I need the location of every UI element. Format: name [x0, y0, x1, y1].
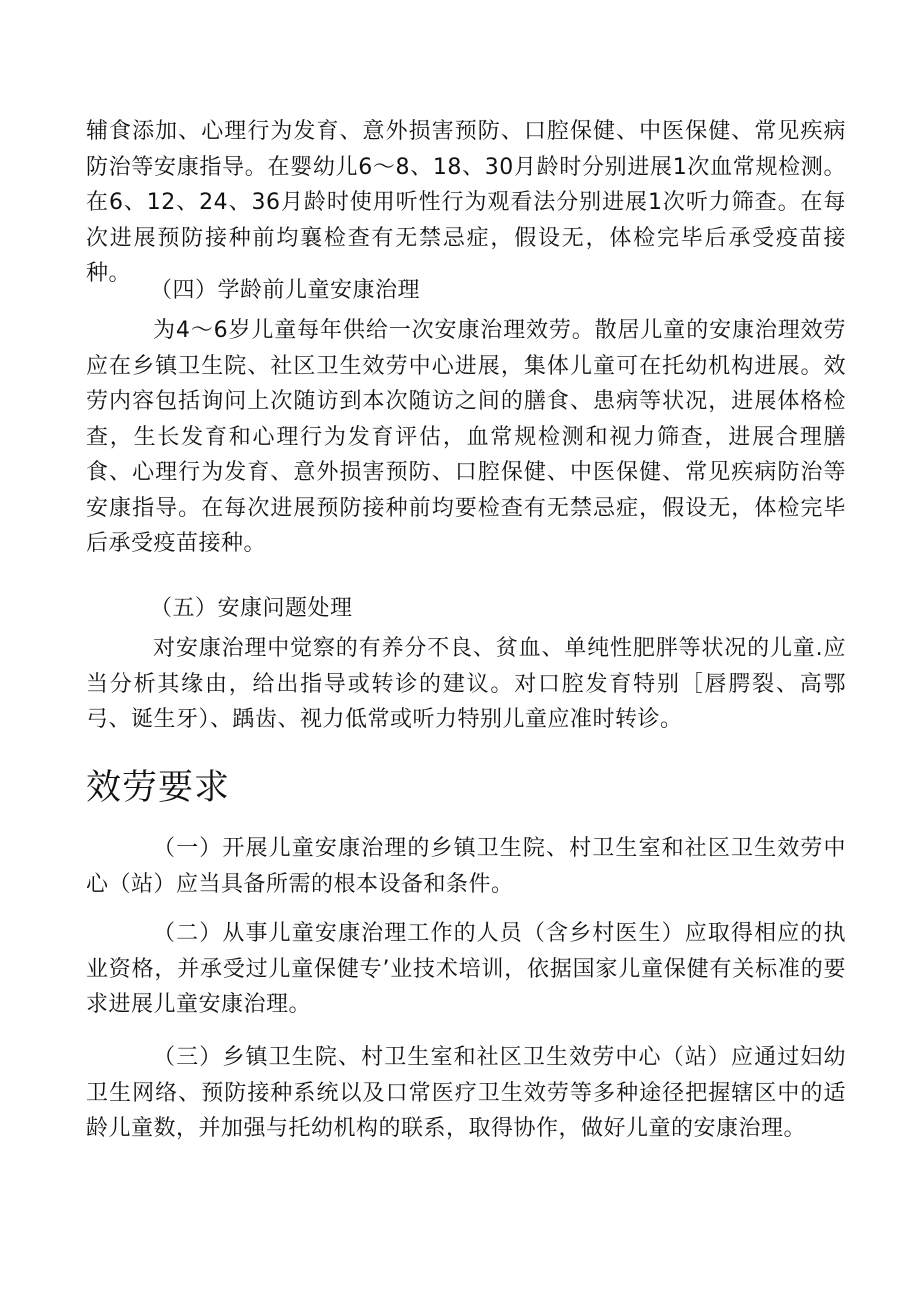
service-requirements-heading: 效劳要求 [86, 768, 231, 808]
section-heading-preschool: （四）学龄前儿童安康治理 [150, 278, 421, 303]
requirement-item-2: （二）从事儿童安康治理工作的人员（含乡村医生）应取得相应的执业资格，并承受过儿童保健专’业技术培训，依据国家儿童保健有关标准的要求进展儿童安康治理。 [86, 921, 846, 1017]
requirement-item-1: （一）开展儿童安康治理的乡镇卫生院、村卫生室和社区卫生效劳中心（站）应当具备所需的根本设备和条件。 [86, 836, 846, 897]
requirement-item-3: （三）乡镇卫生院、村卫生室和社区卫生效劳中心（站）应通过妇幼卫生网络、预防接种系统以及口常医疗卫生效劳等多种途径把握辖区中的适龄儿童数，并加强与托幼机构的联系，取得协作，做好儿童的安康治理。 [86, 1045, 846, 1141]
paragraph-problem-handling: 对安康治理中觉察的有养分不良、贫血、单纯性肥胖等状况的儿童.应当分析其缘由，给出指导或转诊的建议。对口腔发育特别［唇腭裂、高鄂弓、诞生牙）、踽齿、视力低常或听力特别儿童应准时转诊。 [86, 636, 846, 732]
section-heading-problem-handling: （五）安康问题处理 [150, 596, 353, 621]
paragraph-guidance-continued: 辅食添加、心理行为发育、意外损害预防、口腔保健、中医保健、常见疾病防治等安康指导。在婴幼儿6〜8、18、30月龄时分别进展1次血常规检测。在6、12、24、36月龄时使用听性行为观看法分别进展1次听力筛查。在每次进展预防接种前均襄检查有无禁忌症，假设无，体检完毕后承受疫苗接种。 [86, 119, 846, 286]
paragraph-preschool-management: 为4〜6岁儿童每年供给一次安康治理效劳。散居儿童的安康治理效劳应在乡镇卫生院、社区卫生效劳中心进展，集体儿童可在托幼机构进展。效劳内容包括询问上次随访到本次随访之间的膳食、患病等状况，进展体格检查，生长发育和心理行为发育评估，血常规检测和视力筛查，进展合理膳食、心理行为发育、意外损害预防、口腔保健、中医保健、常见疾病防治等安康指导。在每次进展预防接种前均要检查有无禁忌症，假设无，体检完毕后承受疫苗接种。 [86, 318, 846, 556]
